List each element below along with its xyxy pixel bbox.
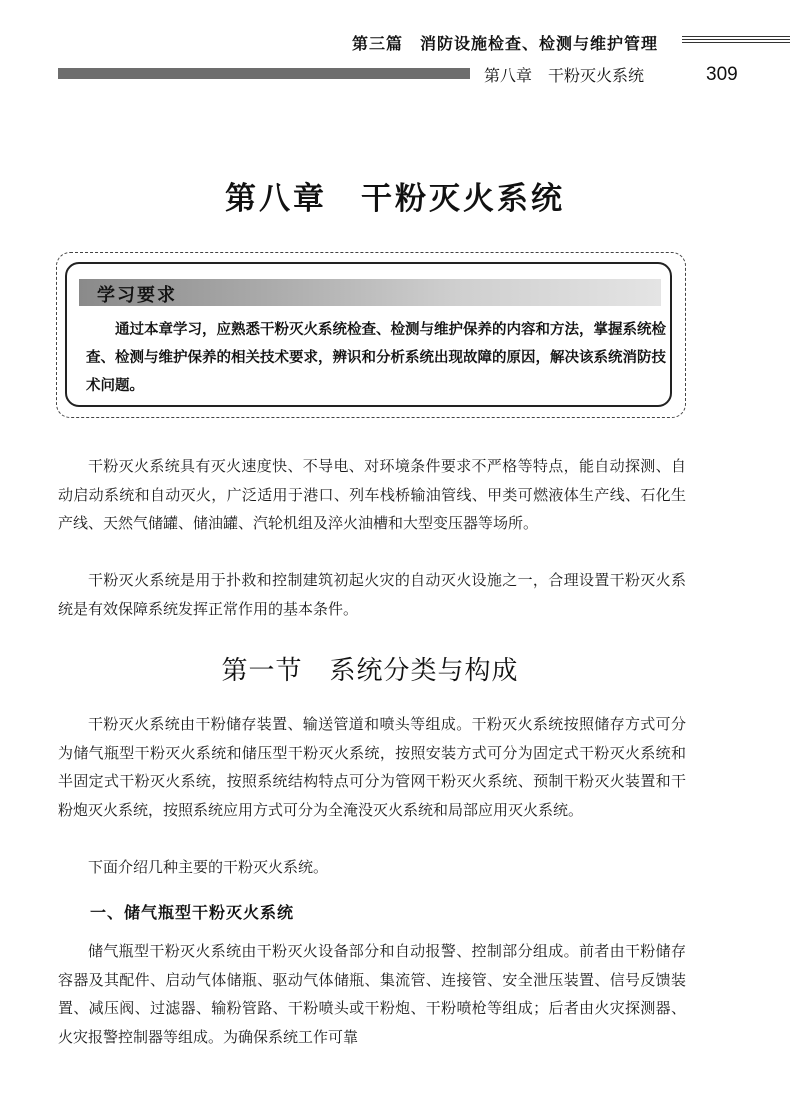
section-title: 第一节 系统分类与构成 xyxy=(221,656,519,686)
header-chapter-title: 第八章 干粉灭火系统 xyxy=(484,66,645,85)
page-number: 309 xyxy=(706,64,738,85)
section-paragraph-1: 干粉灭火系统由干粉储存装置、输送管道和喷头等组成。干粉灭火系统按照储存方式可分为储气瓶型干粉灭火系统和储压型干粉灭火系统，按照安装方式可分为固定式干粉灭火系统和半固定式干粉灭火系统，按照系统结构特点可分为管网干粉灭火系统、预制干粉灭火装置和干粉炮灭火系统，按照系统应用方式可分为全淹没灭火系统和局部应用灭火系统。 xyxy=(58,715,686,819)
chapter-title: 第八章 干粉灭火系统 xyxy=(225,181,565,217)
intro-paragraph-1: 干粉灭火系统具有灭火速度快、不导电、对环境条件要求不严格等特点，能自动探测、自动启动系统和自动灭火，广泛适用于港口、列车栈桥输油管线、甲类可燃液体生产线、石化生产线、天然气储罐、储油罐、汽轮机组及淬火油槽和大型变压器等场所。 xyxy=(58,457,686,532)
requirements-text: 通过本章学习，应熟悉干粉灭火系统检查、检测与维护保养的内容和方法，掌握系统检查、检测与维护保养的相关技术要求，辨识和分析系统出现故障的原因，解决该系统消防技术问题。 xyxy=(86,322,666,394)
requirements-label: 学习要求 xyxy=(97,285,177,306)
requirements-label-bar xyxy=(79,279,661,306)
subsection-title: 一、储气瓶型干粉灭火系统 xyxy=(90,903,295,922)
header-gray-bar xyxy=(58,68,470,79)
intro-paragraph-2: 干粉灭火系统是用于扑救和控制建筑初起火灾的自动灭火设施之一，合理设置干粉灭火系统是有效保障系统发挥正常作用的基本条件。 xyxy=(58,571,686,618)
section-paragraph-3: 储气瓶型干粉灭火系统由干粉灭火设备部分和自动报警、控制部分组成。前者由干粉储存容器及其配件、启动气体储瓶、驱动气体储瓶、集流管、连接管、安全泄压装置、信号反馈装置、减压阀、过滤器、输粉管路、干粉喷头或干粉炮、干粉喷枪等组成；后者由火灾探测器、火灾报警控制器等组成。为确保系统工作可靠 xyxy=(58,942,686,1046)
section-paragraph-2: 下面介绍几种主要的干粉灭火系统。 xyxy=(88,858,329,876)
header-rule-lines xyxy=(682,36,790,48)
header-part-title: 第三篇 消防设施检查、检测与维护管理 xyxy=(352,34,659,53)
